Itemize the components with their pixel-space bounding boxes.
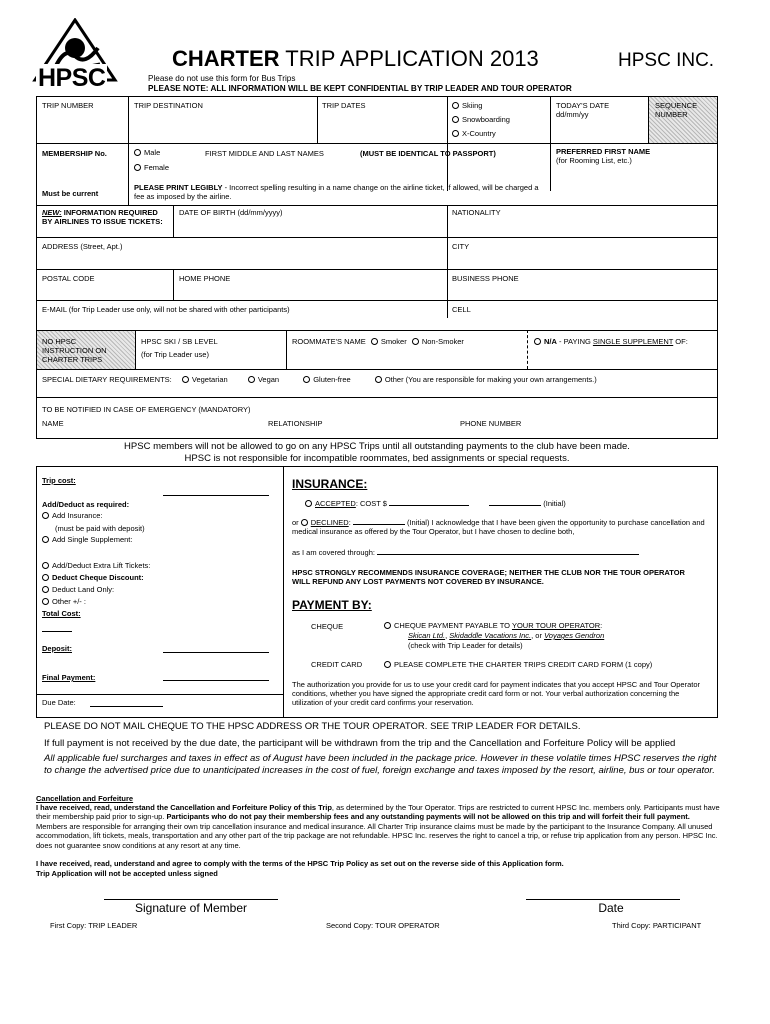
radio-icon xyxy=(452,102,459,109)
tour-operators: Skican Ltd., Skidaddle Vacations Inc., or Voyages Gendron xyxy=(408,631,605,640)
option-add-single-supplement[interactable]: Add Single Supplement: xyxy=(42,535,132,544)
cheque-label: CHEQUE xyxy=(311,622,344,631)
option-male[interactable]: Male xyxy=(134,148,160,157)
radio-icon xyxy=(375,376,382,383)
address-label: ADDRESS (Street, Apt.) xyxy=(42,242,123,251)
option-na-single-supplement[interactable]: N/A - PAYING SINGLE SUPPLEMENT OF: xyxy=(534,337,688,346)
trip-leader-use: (for Trip Leader use) xyxy=(141,350,209,359)
home-phone-label: HOME PHONE xyxy=(179,274,231,283)
insurance-recommendation: HPSC STRONGLY RECOMMENDS INSURANCE COVERAGE; NEITHER THE CLUB NOR THE TOUR OPERATOR WILL REFUND ANY LOST PAYMENTS NOT COVERED BY INSURANCE. xyxy=(292,568,685,586)
logo-text: HPSC xyxy=(38,64,106,92)
authorization-text: The authorization you provide for us to use your credit card for payment indicates that you accept HPSC and Tour Operator conditions, whether you have signed the appropriate credit card form or not. Your verbal authorization concerning the utilization of your credit card confirms your reservation. xyxy=(292,680,700,707)
dob-label: DATE OF BIRTH (dd/mm/yyyy) xyxy=(179,208,283,217)
trip-cost-label: Trip cost: xyxy=(42,476,76,485)
bus-note: Please do not use this form for Bus Trips xyxy=(148,74,296,83)
preferred-name-label: PREFERRED FIRST NAME xyxy=(556,147,651,156)
cancellation-title: Cancellation and Forfeiture xyxy=(36,794,134,803)
due-date-label: Due Date: xyxy=(42,698,76,707)
title-rest: TRIP APPLICATION 2013 xyxy=(279,46,539,71)
membership-label: MEMBERSHIP No. xyxy=(42,149,107,158)
radio-icon xyxy=(134,164,141,171)
agree-statement: I have received, read, understand and agree to comply with the terms of the HPSC Trip Policy as set out on the reverse side of this Application form. xyxy=(36,859,564,868)
third-copy: Third Copy: PARTICIPANT xyxy=(612,921,702,930)
todays-date-format: dd/mm/yy xyxy=(556,110,589,119)
surcharges-note: All applicable fuel surcharges and taxes in effect as of August have been included in the package price. However in these volatile times HPSC reserves the right to change the advertised price due to unanticipated increases in the cost of fuel, foreign exchange and taxes imposed by the resort, airline, bus or tour operator. xyxy=(44,753,717,776)
option-insurance-accepted[interactable]: ACCEPTED: COST $ (Initial) xyxy=(305,499,566,508)
trip-number-label: TRIP NUMBER xyxy=(42,101,94,110)
print-legibly-note: PLEASE PRINT LEGIBLY - Incorrect spelling resulting in a name change on the airline ticket, if allowed, will be charged a fee as imposed by the airline. xyxy=(134,183,539,201)
sequence-number-label: NUMBER xyxy=(655,110,688,119)
radio-icon xyxy=(42,562,49,569)
radio-icon xyxy=(182,376,189,383)
roommates-notice: HPSC is not responsible for incompatible roommates, bed assignments or special requests. xyxy=(184,453,570,464)
credit-card-label: CREDIT CARD xyxy=(311,660,363,669)
emergency-name-label: NAME xyxy=(42,419,64,428)
outstanding-payments-notice: HPSC members will not be allowed to go on any HPSC Trips until all outstanding payments to the club have been made. xyxy=(124,441,630,452)
rooming-note: (for Rooming List, etc.) xyxy=(556,156,632,165)
radio-icon xyxy=(412,338,419,345)
postal-code-label: POSTAL CODE xyxy=(42,274,95,283)
mail-warning: PLEASE DO NOT MAIL CHEQUE TO THE HPSC ADDRESS OR THE TOUR OPERATOR. SEE TRIP LEADER FOR DETAILS. xyxy=(44,721,581,732)
option-skiing[interactable]: Skiing xyxy=(452,101,482,110)
option-other-adjustment[interactable]: Other +/- : xyxy=(42,597,86,606)
radio-icon xyxy=(384,661,391,668)
deposit-note: (must be paid with deposit) xyxy=(55,524,145,533)
airline-info-label: NEW: INFORMATION REQUIRED BY AIRLINES TO ISSUE TICKETS: xyxy=(42,208,163,226)
option-cheque[interactable]: CHEQUE PAYMENT PAYABLE TO YOUR TOUR OPERATOR: xyxy=(384,621,602,630)
first-copy: First Copy: TRIP LEADER xyxy=(50,921,138,930)
radio-icon xyxy=(301,519,308,526)
dietary-row: SPECIAL DIETARY REQUIREMENTS: Vegetarian Vegan Gluten-free Other (You are responsible for making your own arrangements.) xyxy=(42,375,597,384)
option-vegan[interactable]: Vegan xyxy=(248,375,279,384)
emergency-phone-label: PHONE NUMBER xyxy=(460,419,522,428)
option-deduct-land-only[interactable]: Deduct Land Only: xyxy=(42,585,114,594)
insurance-title: INSURANCE: xyxy=(292,477,368,491)
radio-icon xyxy=(42,586,49,593)
option-smoker[interactable]: Smoker xyxy=(368,337,407,346)
radio-icon xyxy=(42,536,49,543)
full-payment-warning: If full payment is not received by the due date, the participant will be withdrawn from the trip and the Cancellation and Forfeiture Policy will be applied xyxy=(44,738,676,749)
add-deduct-label: Add/Deduct as required: xyxy=(42,500,130,509)
todays-date-label: TODAY'S DATE xyxy=(556,101,610,110)
covered-through: as I am covered through: xyxy=(292,548,639,557)
radio-icon xyxy=(452,116,459,123)
option-add-lift-tickets[interactable]: Add/Deduct Extra Lift Tickets: xyxy=(42,561,150,570)
option-snowboarding[interactable]: Snowboarding xyxy=(452,115,510,124)
deposit-label: Deposit: xyxy=(42,644,72,653)
title-bold: CHARTER xyxy=(172,46,280,71)
emergency-title: TO BE NOTIFIED IN CASE OF EMERGENCY (MANDATORY) xyxy=(42,405,251,414)
cell-label: CELL xyxy=(452,305,471,314)
total-cost-label: Total Cost: xyxy=(42,609,81,618)
sequence-label: SEQUENCE xyxy=(655,101,698,110)
option-insurance-declined[interactable]: or DECLINED: (Initial) I acknowledge that I have been given the opportunity to purchase cancellation and medical insurance as offered by the Tour Operator, but I have chosen to decline both, xyxy=(292,518,705,536)
radio-icon xyxy=(42,598,49,605)
radio-icon xyxy=(134,149,141,156)
radio-icon xyxy=(452,130,459,137)
ski-level-label: HPSC SKI / SB LEVEL xyxy=(141,337,218,346)
company-name: HPSC INC. xyxy=(618,50,715,71)
radio-icon xyxy=(305,500,312,507)
cancellation-policy: I have received, read, understand the Cancellation and Forfeiture Policy of this Trip, as determined by the Tour Operator. Trips are restricted to current HPSC Inc. members only. Participants must have their membership paid prior to sign-up. Participants who do not pay their membership fees and any outstanding payments will not be allowed on this trip and will forfeit their full payment. Members are responsible for arranging their own trip cancellation insurance and medical insurance. All Charter Trip insurance claims must be made by the participant to the Insurance Company. All unused accommodation, lift tickets, meals, transportation and any other part of the trip package are not refundable. HPSC Inc. reserves the right to cancel a trip, or refuse trip application from any person. HPSC Inc. does not guarantee snow conditions at any resort at any time. xyxy=(36,803,720,850)
option-gluten-free[interactable]: Gluten-free xyxy=(303,375,351,384)
radio-icon xyxy=(303,376,310,383)
radio-icon xyxy=(534,338,541,345)
payment-title: PAYMENT BY: xyxy=(292,598,372,612)
radio-icon xyxy=(384,622,391,629)
radio-icon xyxy=(42,574,49,581)
date-label: Date xyxy=(598,901,624,915)
passport-note: (MUST BE IDENTICAL TO PASSPORT) xyxy=(360,149,496,158)
page-title xyxy=(172,46,539,72)
option-add-insurance[interactable]: Add Insurance: xyxy=(42,511,102,520)
email-label: E-MAIL (for Trip Leader use only, will not be shared with other participants) xyxy=(42,305,290,314)
option-female[interactable]: Female xyxy=(134,163,169,172)
emergency-relationship-label: RELATIONSHIP xyxy=(268,419,323,428)
check-trip-leader: (check with Trip Leader for details) xyxy=(408,641,523,650)
final-payment-label: Final Payment: xyxy=(42,673,96,682)
radio-icon xyxy=(42,512,49,519)
signature-of-member: Signature of Member xyxy=(134,901,248,915)
trip-destination-label: TRIP DESTINATION xyxy=(134,101,203,110)
option-credit-card[interactable]: PLEASE COMPLETE THE CHARTER TRIPS CREDIT CARD FORM (1 copy) xyxy=(384,660,652,669)
option-x-country[interactable]: X-Country xyxy=(452,129,496,138)
must-be-current: Must be current xyxy=(42,189,99,198)
radio-icon xyxy=(248,376,255,383)
radio-icon xyxy=(371,338,378,345)
confidential-note: PLEASE NOTE: ALL INFORMATION WILL BE KEPT CONFIDENTIAL BY TRIP LEADER AND TOUR OPERATOR xyxy=(148,84,572,93)
option-non-smoker[interactable]: Non-Smoker xyxy=(409,337,464,346)
nationality-label: NATIONALITY xyxy=(452,208,501,217)
option-other-diet[interactable]: Other (You are responsible for making your own arrangements.) xyxy=(375,375,597,384)
option-vegetarian[interactable]: Vegetarian xyxy=(182,375,228,384)
city-label: CITY xyxy=(452,242,470,251)
second-copy: Second Copy: TOUR OPERATOR xyxy=(326,921,440,930)
trip-dates-label: TRIP DATES xyxy=(322,101,366,110)
business-phone-label: BUSINESS PHONE xyxy=(452,274,519,283)
no-instruction-label: NO HPSC INSTRUCTION ON CHARTER TRIPS xyxy=(42,337,107,364)
roommate-label: ROOMMATE'S NAME Smoker Non-Smoker xyxy=(292,337,464,346)
names-label: FIRST MIDDLE AND LAST NAMES xyxy=(205,149,324,158)
not-accepted-note: Trip Application will not be accepted unless signed xyxy=(36,869,218,878)
option-deduct-cheque-discount[interactable]: Deduct Cheque Discount: xyxy=(42,573,144,582)
hpsc-logo xyxy=(30,18,120,94)
